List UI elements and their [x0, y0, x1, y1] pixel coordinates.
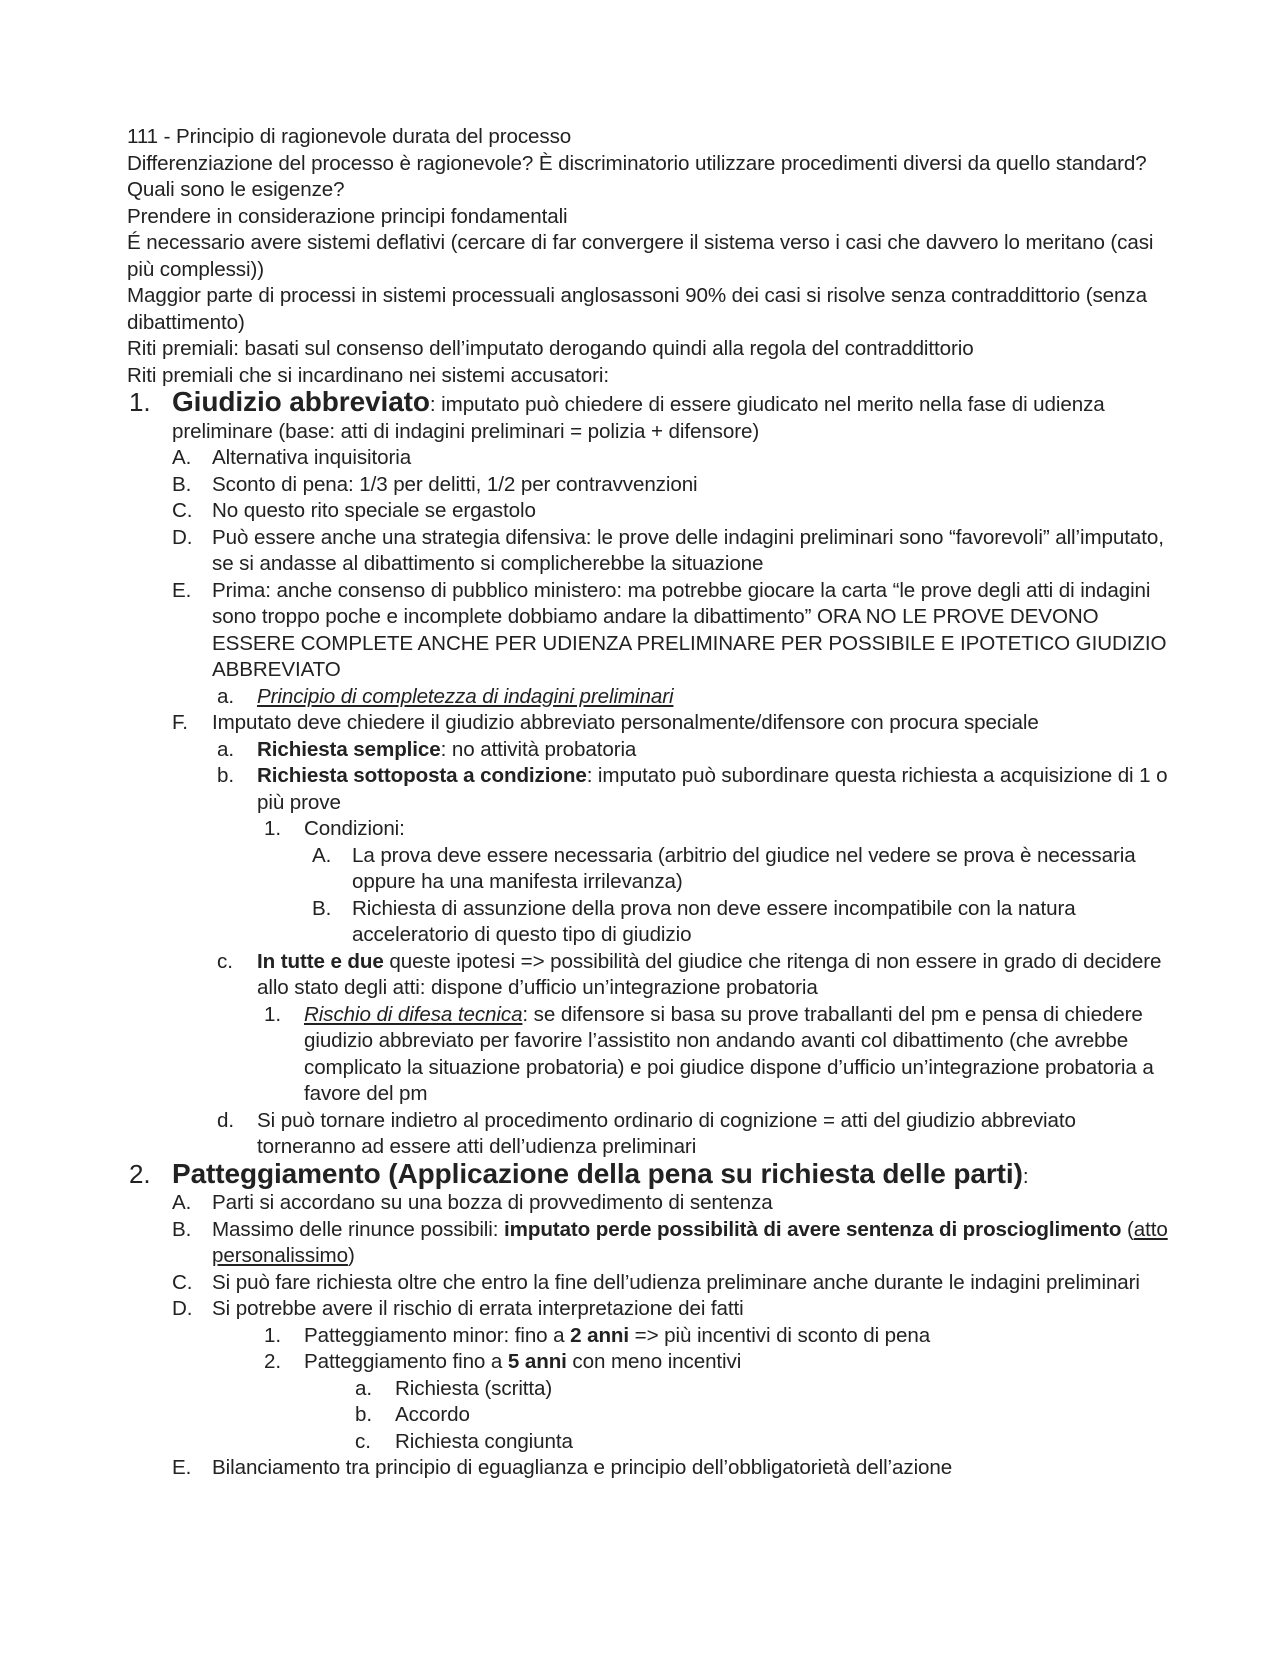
- list-item-text: La prova deve essere necessaria (arbitrio del giudice nel vedere se prova è necessaria oppure ha una manifesta irrilevanza): [352, 843, 1136, 893]
- list-item: [172, 710, 1180, 737]
- list-item-rest: con meno incentivi: [566, 1350, 742, 1373]
- list-marker: A.: [172, 1191, 192, 1214]
- underlined-term: Rischio di difesa tecnica: [304, 1002, 523, 1026]
- bold-term: In tutte e due: [257, 949, 384, 973]
- list-item: [264, 1349, 1180, 1376]
- list-item: [172, 445, 1180, 472]
- list-item-text: [257, 949, 1180, 1002]
- list-item: [312, 843, 1180, 896]
- intro-paragraph: Riti premiali che si incardinano nei sistemi accusatori:: [127, 363, 609, 387]
- list-item: [355, 1429, 1180, 1456]
- list-marker: 2.: [129, 1158, 151, 1189]
- list-item-text: Può essere anche una strategia difensiva: le prove delle indagini preliminari sono “favorevoli” all’imputato, se si andasse al dibattimento si complicherebbe la situazione: [212, 525, 1164, 575]
- list-item: [264, 1323, 1180, 1350]
- intro-paragraph: Prendere in considerazione principi fondamentali: [127, 204, 568, 228]
- list-marker: E.: [172, 1456, 192, 1479]
- list-item: [172, 498, 1180, 525]
- list-item: [172, 525, 1180, 578]
- list-item: [355, 1376, 1180, 1403]
- section-1-text: [164, 386, 1180, 445]
- list-marker: c.: [217, 949, 233, 973]
- list-item-rest: : no attività probatoria: [440, 737, 637, 761]
- list-item-text: Accordo: [395, 1403, 470, 1426]
- list-marker: E.: [172, 578, 192, 602]
- list-item-text: Condizioni:: [304, 817, 405, 840]
- list-item-text: Richiesta (scritta): [395, 1376, 553, 1400]
- list-item-text: [257, 737, 1180, 764]
- list-item-text: [257, 763, 1180, 816]
- list-item: [172, 1190, 1180, 1217]
- list-marker: F.: [172, 711, 188, 734]
- list-item: [217, 684, 1180, 711]
- section-1-description: : imputato può chiedere di essere giudicato nel merito nella fase di udienza preliminare (base: atti di indagini preliminari = polizia + difensore): [172, 393, 1105, 443]
- list-item-text: Richiesta di assunzione della prova non deve essere incompatibile con la natura acceleratorio di questo tipo di giudizio: [352, 896, 1076, 946]
- list-marker: 1.: [264, 817, 281, 840]
- list-item: [172, 1455, 1180, 1482]
- list-marker: D.: [172, 525, 193, 549]
- section-2-text: [164, 1157, 1180, 1191]
- list-item-text: Bilanciamento tra principio di eguaglianza e principio dell’obbligatorietà dell’azione: [212, 1456, 953, 1479]
- list-item-rest: : se difensore si basa su prove traballanti del pm e pensa di chiedere giudizio abbreviato per favorire l’assistito non andando avanti col dibattimento (che avrebbe complicato la situazione probatoria) e poi giudice dispone d’ufficio un’integrazione probatoria a favore del pm: [304, 1002, 1154, 1105]
- doc-title: 111 - Principio di ragionevole durata del processo: [127, 125, 572, 148]
- list-marker: 2.: [264, 1350, 281, 1373]
- list-item-rest: Massimo delle rinunce possibili:: [212, 1217, 505, 1241]
- bold-term: 2 anni: [570, 1323, 630, 1347]
- list-item-text: [257, 684, 1180, 711]
- list-item-rest: Patteggiamento minor: fino a: [304, 1323, 571, 1347]
- list-marker: A.: [172, 446, 192, 469]
- list-item-rest: ): [347, 1244, 355, 1267]
- list-marker: a.: [217, 684, 234, 708]
- list-item: [217, 949, 1180, 1002]
- list-item: [217, 1108, 1180, 1161]
- list-item: [355, 1402, 1180, 1429]
- list-item-text: Prima: anche consenso di pubblico ministero: ma potrebbe giocare la carta “le prove degli atti di indagini sono troppo poche e incomplete dobbiamo andare la dibattimento” ORA NO LE PROVE DEVONO ESSERE COMPLETE ANCHE PER UDIENZA PRELIMINARE PER POSSIBILE E IPOTETICO GIUDIZIO ABBREVIATO: [212, 578, 1167, 681]
- list-item-text: Alternativa inquisitoria: [212, 446, 412, 469]
- list-marker: B.: [172, 1217, 192, 1241]
- list-marker: 1.: [264, 1323, 281, 1347]
- list-item-text: Si potrebbe avere il rischio di errata interpretazione dei fatti: [212, 1297, 744, 1320]
- list-item-text: Imputato deve chiedere il giudizio abbreviato personalmente/difensore con procura speciale: [212, 711, 1039, 734]
- section-2: [127, 1157, 1180, 1191]
- bold-term: imputato perde possibilità di avere sentenza di proscioglimento: [504, 1217, 1122, 1241]
- list-marker: a.: [355, 1376, 372, 1400]
- list-item: [217, 763, 1180, 816]
- intro-paragraph: Differenziazione del processo è ragionevole? È discriminatorio utilizzare procedimenti diversi da quello standard? Quali sono le esigenze?: [127, 151, 1147, 201]
- list-item-text: Richiesta congiunta: [395, 1429, 573, 1453]
- list-item-rest: queste ipotesi => possibilità del giudice che ritenga di non essere in grado di decidere allo stato degli atti: dispone d’ufficio un’integrazione probatoria: [257, 949, 1162, 999]
- underlined-term: atto personalissimo: [212, 1217, 1168, 1267]
- list-item-text: No questo rito speciale se ergastolo: [212, 499, 536, 522]
- list-marker: D.: [172, 1297, 193, 1320]
- underlined-term: Principio di completezza di indagini preliminari: [257, 684, 674, 708]
- list-item: [172, 472, 1180, 499]
- list-marker: b.: [355, 1403, 372, 1426]
- list-item-rest: Patteggiamento fino a: [304, 1350, 508, 1373]
- list-item-text: [212, 1217, 1180, 1270]
- section-2-description: :: [1022, 1164, 1029, 1188]
- list-marker: B.: [312, 896, 332, 920]
- bold-term: Richiesta sottoposta a condizione: [257, 764, 587, 787]
- list-item: [264, 1002, 1180, 1108]
- list-item-text: Sconto di pena: 1/3 per delitti, 1/2 per contravvenzioni: [212, 472, 698, 496]
- list-marker: B.: [172, 472, 192, 496]
- bold-term: Richiesta semplice: [257, 737, 441, 761]
- list-item: [172, 1217, 1180, 1270]
- list-marker: d.: [217, 1108, 234, 1132]
- list-item: [172, 1296, 1180, 1323]
- list-item-text: Si può fare richiesta oltre che entro la fine dell’udienza preliminare anche durante le indagini preliminari: [212, 1270, 1140, 1294]
- list-item-rest: (: [1121, 1217, 1134, 1241]
- list-item: [217, 737, 1180, 764]
- section-1-heading: Giudizio abbreviato: [172, 386, 430, 417]
- bold-term: 5 anni: [507, 1350, 567, 1373]
- list-item: [172, 1270, 1180, 1297]
- list-item: [264, 816, 1180, 843]
- list-marker: 1.: [129, 387, 151, 417]
- list-item-text: Si può tornare indietro al procedimento ordinario di cognizione = atti del giudizio abbreviato torneranno ad essere atti dell’udienza preliminari: [257, 1108, 1076, 1158]
- list-item-rest: : imputato può subordinare questa richiesta a acquisizione di 1 o più prove: [257, 764, 1168, 814]
- list-item-text: Parti si accordano su una bozza di provvedimento di sentenza: [212, 1191, 773, 1214]
- list-item-text: [304, 1002, 1180, 1108]
- list-item-text: [304, 1323, 1180, 1350]
- intro-paragraph: Riti premiali: basati sul consenso dell’imputato derogando quindi alla regola del contraddittorio: [127, 337, 974, 360]
- list-item: [172, 578, 1180, 684]
- list-marker: C.: [172, 1270, 193, 1294]
- list-marker: b.: [217, 764, 234, 787]
- intro-paragraph: É necessario avere sistemi deflativi (cercare di far convergere il sistema verso i casi che davvero lo meritano (casi più complessi)): [127, 231, 1154, 281]
- section-1: [127, 386, 1180, 445]
- list-item: [312, 896, 1180, 949]
- section-2-heading: Patteggiamento (Applicazione della pena su richiesta delle parti): [172, 1157, 1023, 1189]
- list-marker: A.: [312, 843, 332, 867]
- list-marker: C.: [172, 499, 193, 522]
- list-marker: 1.: [264, 1002, 281, 1026]
- intro-paragraph: Maggior parte di processi in sistemi processuali anglosassoni 90% dei casi si risolve senza contraddittorio (senza dibattimento): [127, 284, 1147, 334]
- list-item-rest: => più incentivi di sconto di pena: [629, 1323, 931, 1347]
- list-marker: a.: [217, 737, 234, 761]
- list-item-text: [304, 1349, 1180, 1376]
- list-marker: c.: [355, 1429, 371, 1453]
